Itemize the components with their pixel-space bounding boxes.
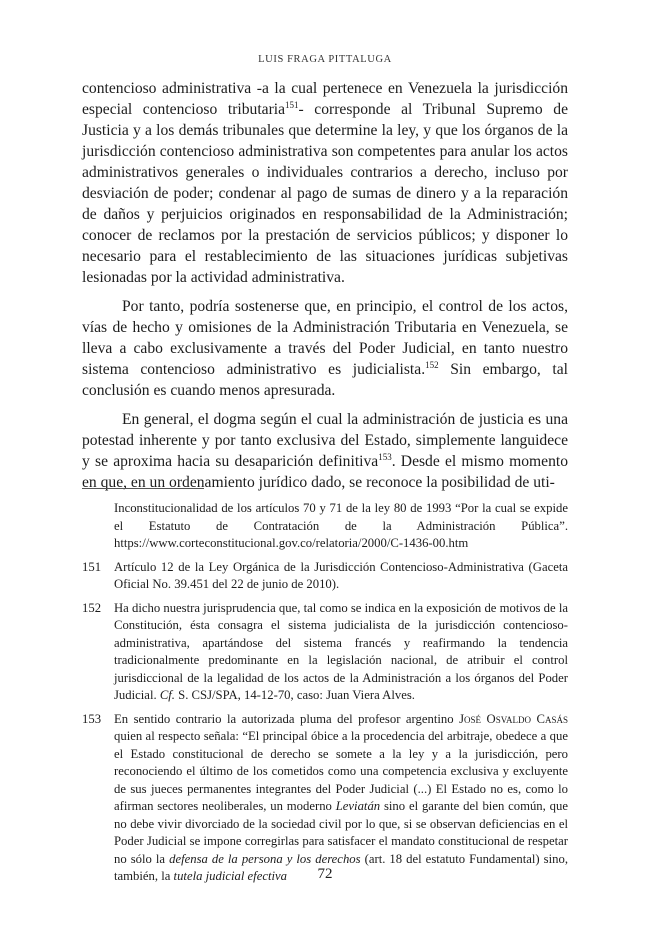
footnote-ref-151[interactable]: 151 <box>285 99 299 110</box>
footnote-150-continuation: Inconstitucionalidad de los artículos 70 y 71 de la ley 80 de 1993 “Por la cual se expide el Estatuto de Contratación de la Administración Pública”. https://www.corteconstitucional.gov.co/relatoria/2000/C-1436-00.htm <box>114 501 568 550</box>
paragraph-3 <box>82 409 568 493</box>
footnote-text <box>114 600 568 705</box>
footnote-ref-153[interactable]: 153 <box>378 451 392 462</box>
footnote-italic-leviathan: Leviatán <box>335 799 381 813</box>
paragraph-1-text-b: - corresponde al Tribunal Supremo de Justicia y a los demás tribunales que determine la ley, y que los órganos de la jurisdicción contencioso administrativa son competentes para anular los actos administrativos generales o individuales contrarios a derecho, incluso por desviación de poder; condenar al pago de sumas de dinero y a la reparación de daños y perjuicios originados en responsabilidad de la Administración; conocer de reclamos por la prestación de servicios públicos; y disponer lo necesario para el restablecimiento de las situaciones jurídicas subjetivas lesionadas por la actividad administrativa. <box>82 101 568 286</box>
footnote-italic-tutela: tutela judicial efectiva <box>173 869 287 883</box>
footnote-153 <box>82 711 568 886</box>
footnote-text-part: En sentido contrario la autorizada pluma del profesor argentino <box>114 711 460 726</box>
paragraph-3-text-b: . Desde el mismo momento en que, en un ordenamiento jurídico dado, se reconoce la posibilidad de uti- <box>82 453 568 491</box>
footnote-text-part: quien al respecto señala: “El principal óbice a la procedencia del arbitraje, obedece a que el Estado constitucional de derecho se somete a la ley y a la jurisdicción, pero reconociendo el último de los cometidos como una competencia exclusiva y excluyente de sus jueces permanentes integrantes del Poder Judicial (...) El Estado no es, como lo afirman sectores neoliberales, un moderno <box>114 729 568 813</box>
footnote-separator <box>82 488 204 489</box>
main-text <box>82 78 568 501</box>
footnote-italic-defensa: defensa de la persona y los derechos <box>169 851 361 866</box>
paragraph-1 <box>82 78 568 288</box>
footnote-text <box>114 711 568 886</box>
footnote-text: Artículo 12 de la Ley Orgánica de la Jurisdicción Contencioso-Administrativa (Gaceta Oficial No. 39.451 del 22 de junio de 2010). <box>114 559 568 591</box>
footnote-text-part: sino el garante del bien común, que no debe vivir divorciado de la sociedad civil por lo que, si se observan deficiencias en el Poder Judicial se impone corregirlas para satisfacer el mandato constitucional de respetar no sólo la <box>114 799 568 866</box>
footnote-text-part: Ha dicho nuestra jurisprudencia que, tal como se indica en la exposición de motivos de la Constitución, ésta consagra el sistema judicialista de la jurisdicción contencioso-administrativa, apartándose del sistema francés y reafirmando la tendencia tradicionalmente predominante en la legislación nacional, de atribuir el control jurisdiccional de la legalidad de los actos de la Administración a los órganos del Poder Judicial. <box>114 600 568 702</box>
paragraph-2-text-b: Sin embargo, tal conclusión es cuando menos apresurada. <box>82 361 568 399</box>
footnote-ref-152[interactable]: 152 <box>425 359 439 370</box>
footnote-number: 151 <box>82 559 102 574</box>
running-head-author: LUIS FRAGA PITTALUGA <box>258 54 392 65</box>
footnotes <box>82 500 568 892</box>
footnote-number: 152 <box>82 600 102 615</box>
footnote-text-part: S. CSJ/SPA, 14-12-70, caso: Juan Viera Alves. <box>174 688 415 702</box>
footnote-text-part: (art. 18 del estatuto Fundamental) sino, también, la <box>114 851 569 883</box>
page-number: 72 <box>317 866 333 882</box>
footnote-number: 153 <box>82 711 102 726</box>
footnote-author-name: José Osvaldo Casás <box>459 711 569 726</box>
footnote-151 <box>82 559 568 594</box>
paragraph-1-text-a: contencioso administrativa -a la cual pertenece en Venezuela la jurisdicción especial contencioso tributaria <box>82 80 568 118</box>
paragraph-2 <box>82 296 568 401</box>
footnote-cf: Cf. <box>159 688 175 702</box>
paragraph-2-text-a: Por tanto, podría sostenerse que, en principio, el control de los actos, vías de hecho y omisiones de la Administración Tributaria en Venezuela, se lleva a cabo exclusivamente a través del Poder Judicial, en tanto nuestro sistema contencioso administrativo es judicialista. <box>82 298 568 378</box>
paragraph-3-text-a: En general, el dogma según el cual la administración de justicia es una potestad inherente y por tanto exclusiva del Estado, simplemente languidece y se aproxima hacia su desaparición definitiva <box>82 411 568 470</box>
footnote-152 <box>82 600 568 705</box>
